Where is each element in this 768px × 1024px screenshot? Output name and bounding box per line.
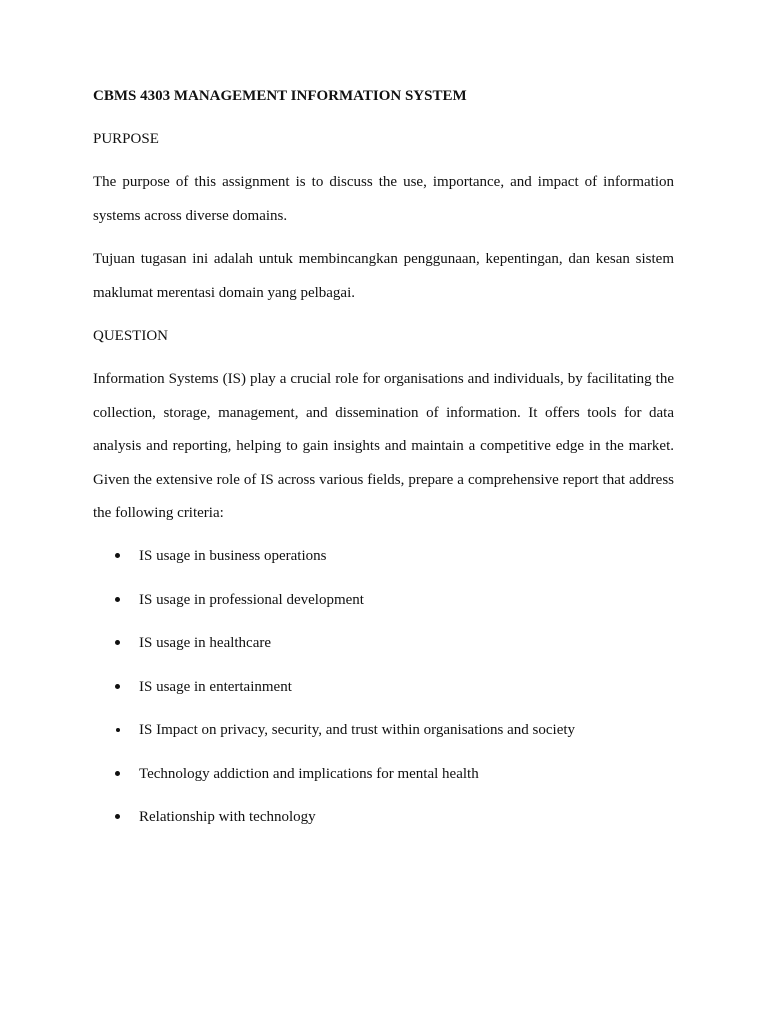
criteria-label: IS usage in professional development bbox=[139, 591, 364, 608]
list-item bbox=[93, 546, 674, 590]
bullet-icon bbox=[115, 553, 120, 558]
criteria-label: IS usage in entertainment bbox=[139, 678, 292, 695]
criteria-label: Technology addiction and implications for mental health bbox=[139, 765, 479, 782]
bullet-icon bbox=[115, 684, 120, 689]
list-item bbox=[93, 677, 674, 721]
criteria-list bbox=[93, 546, 674, 851]
list-item bbox=[93, 807, 674, 851]
bullet-icon bbox=[115, 814, 120, 819]
bullet-icon bbox=[115, 771, 120, 776]
document-title: CBMS 4303 MANAGEMENT INFORMATION SYSTEM bbox=[93, 88, 467, 104]
list-item bbox=[93, 590, 674, 634]
purpose-heading: PURPOSE bbox=[93, 131, 159, 147]
criteria-label: Relationship with technology bbox=[139, 809, 316, 825]
list-item bbox=[93, 633, 674, 677]
bullet-icon bbox=[115, 640, 120, 645]
list-item bbox=[93, 720, 674, 764]
bullet-icon bbox=[116, 728, 120, 732]
criteria-label: IS usage in business operations bbox=[139, 548, 327, 564]
purpose-paragraph-english: The purpose of this assignment is to discuss the use, importance, and impact of information systems across diverse domains. bbox=[93, 174, 674, 224]
question-heading: QUESTION bbox=[93, 328, 168, 344]
list-item bbox=[93, 764, 674, 808]
purpose-paragraph-malay: Tujuan tugasan ini adalah untuk membincangkan penggunaan, kepentingan, dan kesan sistem maklumat merentasi domain yang pelbagai. bbox=[93, 251, 674, 301]
criteria-label: IS usage in healthcare bbox=[139, 635, 272, 651]
question-paragraph: Information Systems (IS) play a crucial role for organisations and individuals, by facilitating the collection, storage, management, and dissemination of information. It offers tools for data analysis and reporting, helping to gain insights and maintain a competitive edge in the market. Given the extensive role of IS across various fields, prepare a comprehensive report that address the following criteria: bbox=[93, 371, 674, 521]
document-page bbox=[93, 0, 674, 1024]
criteria-label: IS Impact on privacy, security, and trust within organisations and society bbox=[139, 722, 576, 738]
bullet-icon bbox=[115, 597, 120, 602]
